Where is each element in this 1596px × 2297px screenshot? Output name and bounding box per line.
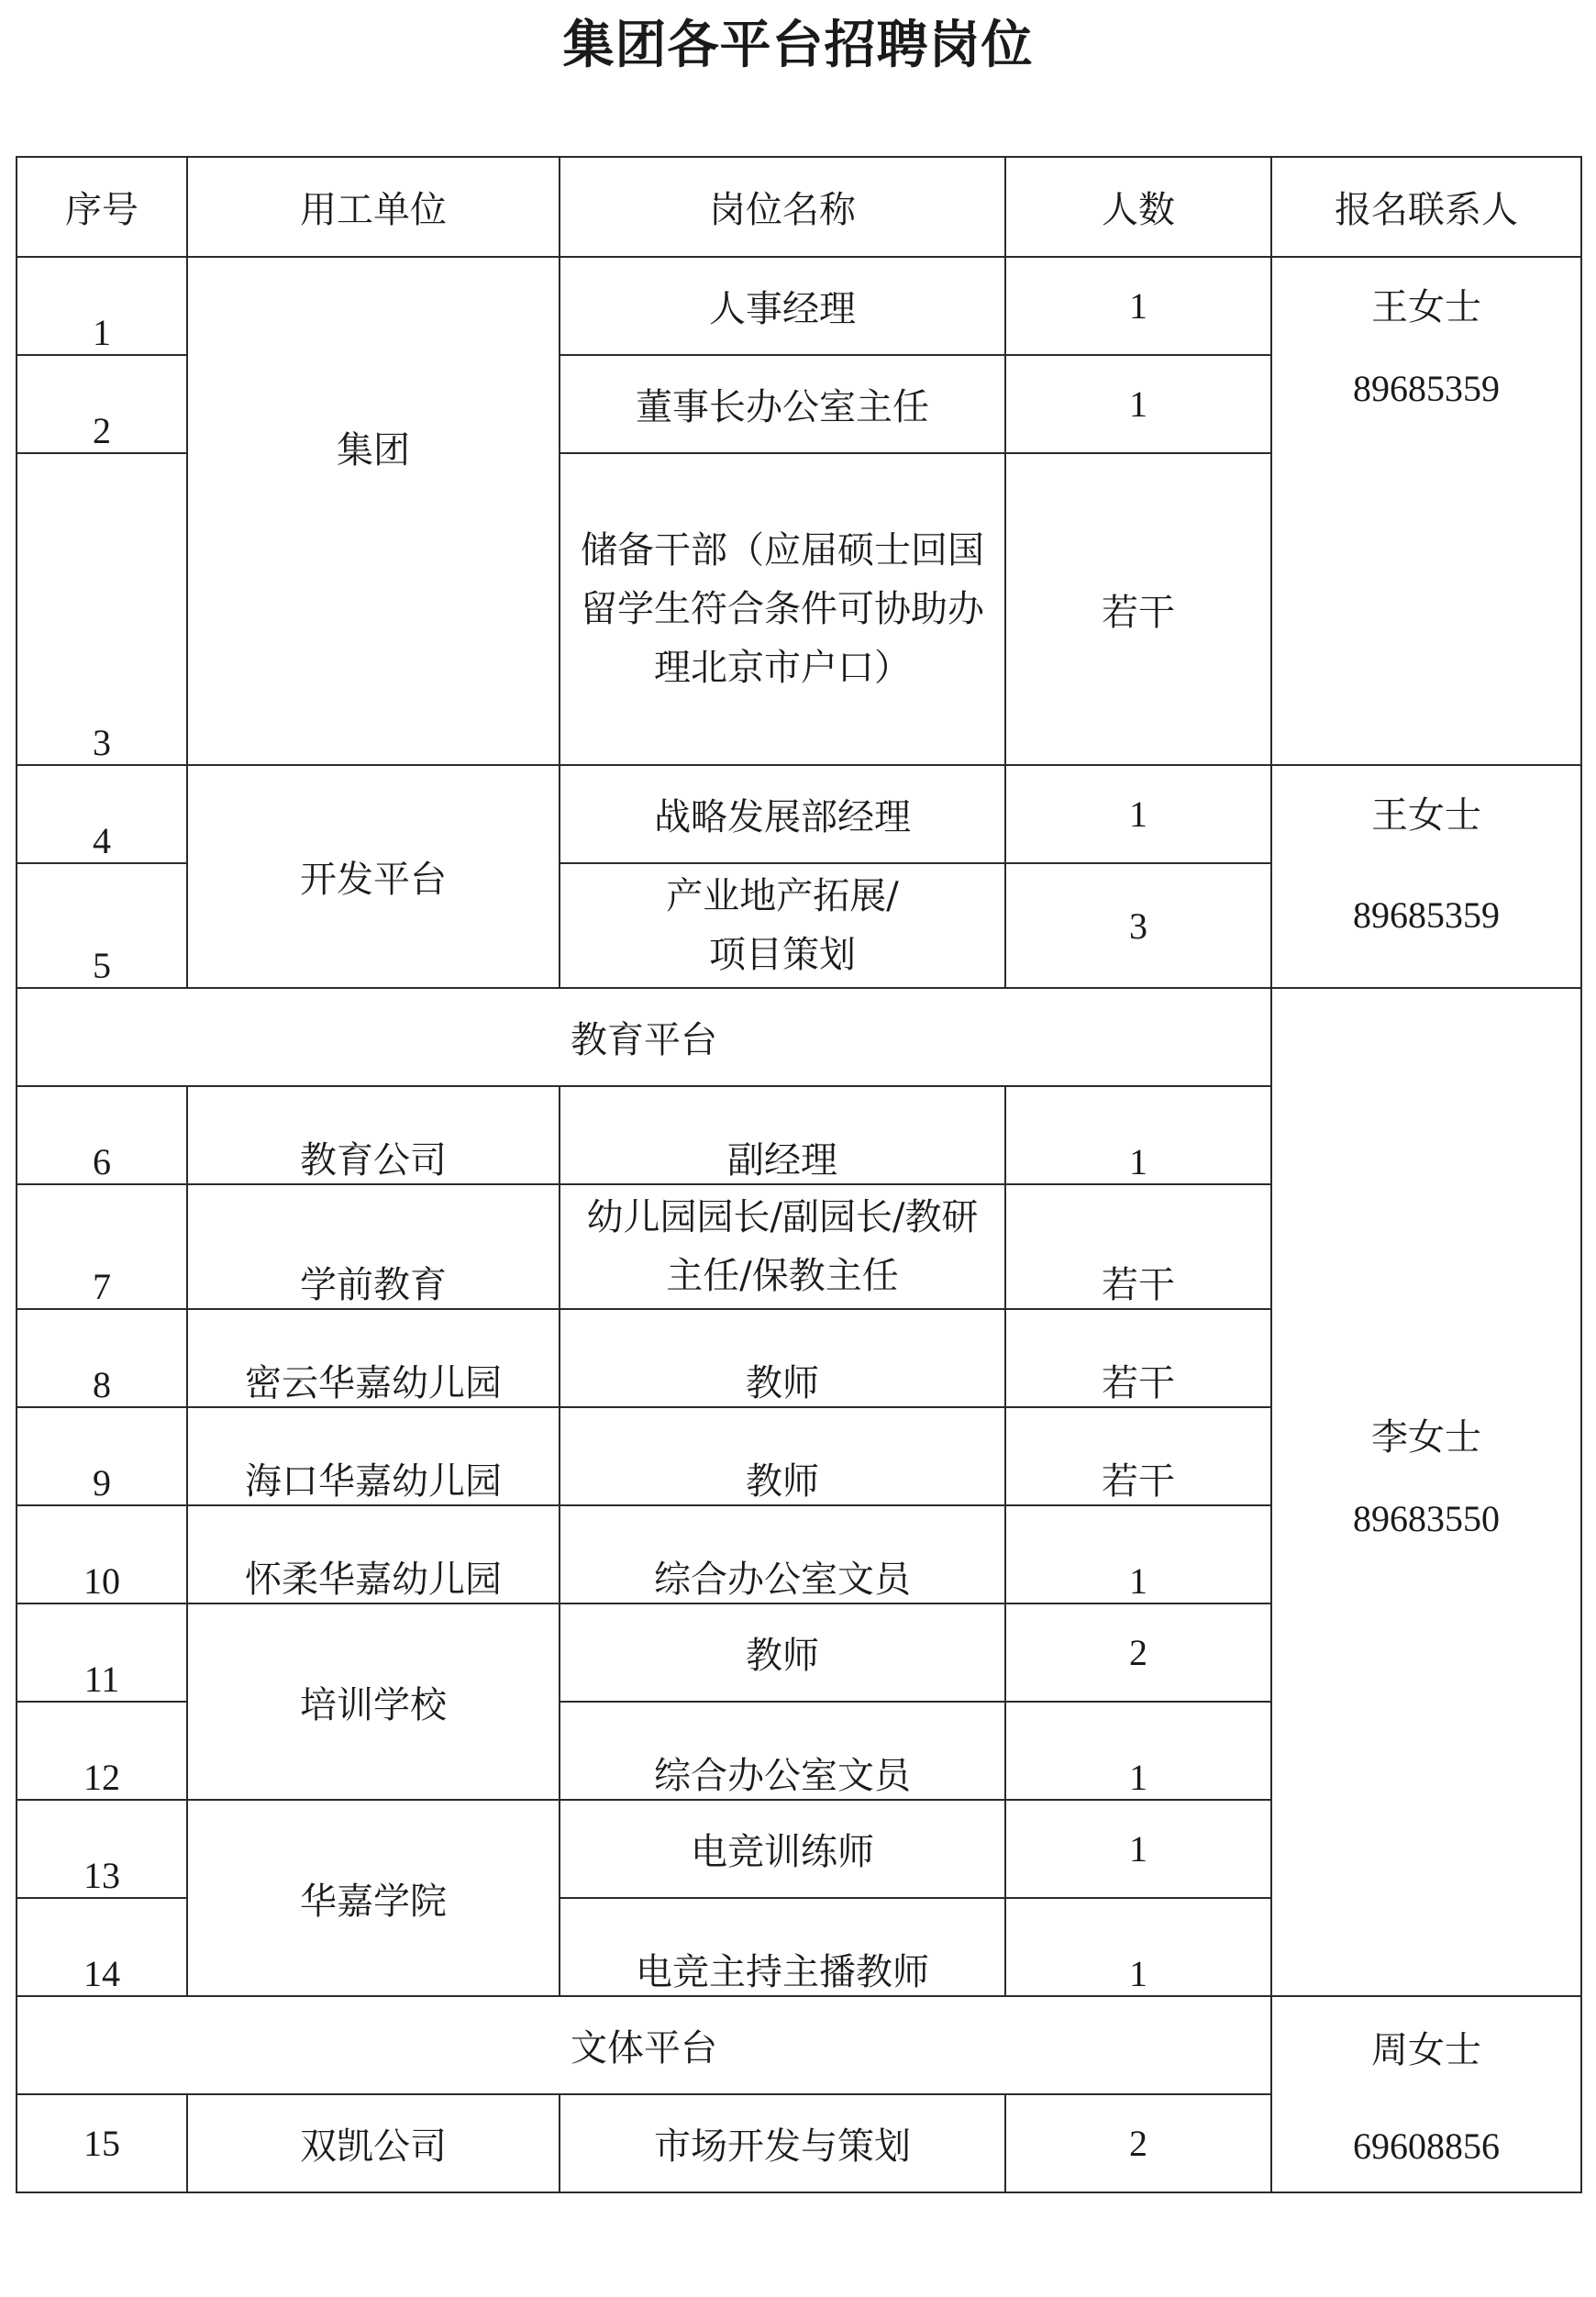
header-job: 岗位名称 <box>560 157 1005 257</box>
table-header-row <box>17 157 1581 257</box>
seq-cell: 8 <box>17 1309 187 1407</box>
recruitment-table <box>16 156 1582 2193</box>
job-cell: 董事长办公室主任 <box>560 355 1005 453</box>
job-text-line-2: 主任/保教主任 <box>666 1255 899 1297</box>
count-cell: 1 <box>1005 355 1271 453</box>
seq-cell: 3 <box>17 453 187 765</box>
job-cell: 市场开发与策划 <box>560 2094 1005 2192</box>
job-cell: 副经理 <box>560 1086 1005 1184</box>
job-cell <box>560 1184 1005 1309</box>
seq-cell: 10 <box>17 1505 187 1603</box>
unit-cell: 集团 <box>187 257 560 765</box>
seq-cell: 14 <box>17 1898 187 1996</box>
job-cell: 电竞主持主播教师 <box>560 1898 1005 1996</box>
job-cell: 人事经理 <box>560 257 1005 355</box>
count-cell: 1 <box>1005 1898 1271 1996</box>
unit-cell: 密云华嘉幼儿园 <box>187 1309 560 1407</box>
header-contact: 报名联系人 <box>1271 157 1581 257</box>
job-cell: 综合办公室文员 <box>560 1505 1005 1603</box>
count-cell: 若干 <box>1005 1184 1271 1309</box>
job-cell: 战略发展部经理 <box>560 765 1005 863</box>
job-cell <box>560 453 1005 765</box>
unit-cell: 双凯公司 <box>187 2094 560 2192</box>
header-unit: 用工单位 <box>187 157 560 257</box>
seq-cell: 13 <box>17 1800 187 1898</box>
contact-name: 李女士 <box>1371 1415 1481 1459</box>
unit-cell: 海口华嘉幼儿园 <box>187 1407 560 1505</box>
header-seq: 序号 <box>17 157 187 257</box>
count-cell: 若干 <box>1005 1309 1271 1407</box>
seq-cell: 6 <box>17 1086 187 1184</box>
job-text-line-1: 幼儿园园长/副园长/教研 <box>586 1196 979 1238</box>
count-cell: 1 <box>1005 1800 1271 1898</box>
seq-cell: 5 <box>17 863 187 988</box>
contact-phone: 89685359 <box>1353 368 1500 409</box>
header-count: 人数 <box>1005 157 1271 257</box>
count-cell: 1 <box>1005 1505 1271 1603</box>
count-cell: 3 <box>1005 863 1271 988</box>
contact-name: 王女士 <box>1371 286 1481 328</box>
job-text: 储备干部（应届硕士回国留学生符合条件可协助办理北京市户口） <box>581 529 984 689</box>
count-cell: 若干 <box>1005 1407 1271 1505</box>
job-text-line-1: 产业地产拓展/ <box>666 875 899 917</box>
count-cell: 1 <box>1005 765 1271 863</box>
contact-cell <box>1271 257 1581 765</box>
section-row <box>17 1996 1581 2094</box>
seq-cell: 9 <box>17 1407 187 1505</box>
job-cell: 电竞训练师 <box>560 1800 1005 1898</box>
job-cell: 教师 <box>560 1407 1005 1505</box>
unit-cell: 培训学校 <box>187 1603 560 1800</box>
job-text-line-2: 项目策划 <box>709 934 856 976</box>
contact-phone: 89683550 <box>1353 1497 1500 1539</box>
unit-cell: 开发平台 <box>187 765 560 988</box>
page-title: 集团各平台招聘岗位 <box>562 16 1034 75</box>
contact-cell <box>1271 1996 1581 2192</box>
count-cell: 2 <box>1005 2094 1271 2192</box>
contact-name: 周女士 <box>1371 2029 1481 2071</box>
contact-name: 王女士 <box>1371 794 1481 837</box>
job-cell: 综合办公室文员 <box>560 1702 1005 1800</box>
contact-phone: 89685359 <box>1353 894 1500 936</box>
seq-cell: 2 <box>17 355 187 453</box>
count-cell: 若干 <box>1005 453 1271 765</box>
count-cell: 1 <box>1005 257 1271 355</box>
seq-cell: 12 <box>17 1702 187 1800</box>
contact-phone: 69608856 <box>1353 2125 1500 2167</box>
seq-cell: 1 <box>17 257 187 355</box>
job-cell <box>560 863 1005 988</box>
section-row <box>17 988 1581 1086</box>
contact-cell <box>1271 988 1581 1996</box>
job-cell: 教师 <box>560 1309 1005 1407</box>
contact-cell <box>1271 765 1581 988</box>
seq-cell: 4 <box>17 765 187 863</box>
section-title-culture: 文体平台 <box>17 1996 1271 2094</box>
seq-cell: 11 <box>17 1603 187 1702</box>
seq-cell: 7 <box>17 1184 187 1309</box>
unit-cell: 怀柔华嘉幼儿园 <box>187 1505 560 1603</box>
unit-cell: 华嘉学院 <box>187 1800 560 1996</box>
section-title-education: 教育平台 <box>17 988 1271 1086</box>
job-cell: 教师 <box>560 1603 1005 1702</box>
unit-cell: 教育公司 <box>187 1086 560 1184</box>
count-cell: 1 <box>1005 1702 1271 1800</box>
unit-cell: 学前教育 <box>187 1184 560 1309</box>
table-row <box>17 257 1581 355</box>
table-row <box>17 765 1581 863</box>
count-cell: 1 <box>1005 1086 1271 1184</box>
seq-cell: 15 <box>17 2094 187 2192</box>
count-cell: 2 <box>1005 1603 1271 1702</box>
